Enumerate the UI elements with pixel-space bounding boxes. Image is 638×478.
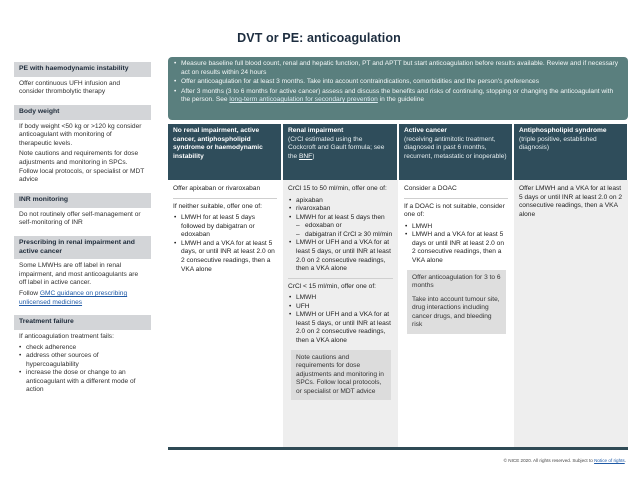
column-renal-impairment bbox=[283, 124, 398, 447]
sidebar-text-treatment-failure: If anticoagulation treatment fails: bbox=[19, 332, 114, 340]
column-sub: If a DOAC is not suitable, consider one of: bbox=[404, 202, 505, 219]
list-item: • LMWH and a VKA for at least 5 days, or until INR at least 2.0 on 2 consecutive readings, then a VKA alone bbox=[173, 240, 277, 274]
list-item: • apixaban bbox=[288, 197, 393, 206]
list-item: • UFH bbox=[288, 303, 393, 312]
general-advice-box bbox=[168, 57, 628, 120]
column-body bbox=[399, 180, 513, 334]
column-no-renal-impairment bbox=[168, 124, 282, 447]
sidebar-heading-body-weight: Body weight bbox=[14, 105, 151, 120]
column-header: Active cancer (receiving antimitotic treatment, diagnosed in past 6 months, recurrent, metastatic or inoperable) bbox=[399, 124, 513, 180]
list-item: • address other sources of hypercoagulability bbox=[19, 352, 146, 369]
advice-duration: • Offer anticoagulation for at least 3 months. Take into account contraindications, comorbidities and the person's preferences bbox=[174, 78, 620, 87]
sidebar-heading-treatment-failure: Treatment failure bbox=[14, 315, 151, 330]
list-item: • LMWH and a VKA for at least 5 days or until INR at least 2.0 on 2 consecutive readings, then a VKA alone bbox=[404, 231, 508, 265]
column-body bbox=[283, 180, 398, 400]
list-item: • check adherence bbox=[19, 344, 146, 353]
sidebar-heading-haemodynamic: PE with haemodynamic instability bbox=[14, 62, 151, 77]
list-item: • rivaroxaban bbox=[288, 205, 393, 214]
notice-of-rights-link[interactable]: Notice of rights bbox=[594, 458, 625, 463]
column-lead: CrCl 15 to 50 ml/min, offer one of: bbox=[288, 185, 387, 192]
list-item: – edoxaban or bbox=[288, 222, 393, 231]
column-sub: If neither suitable, offer one of: bbox=[173, 202, 262, 210]
list-item: • LMWH for at least 5 days then bbox=[288, 214, 393, 223]
list-item: • LMWH for at least 5 days followed by dabigatran or edoxaban bbox=[173, 214, 277, 240]
column-body bbox=[168, 180, 282, 274]
column-lead: Offer apixaban or rivaroxaban bbox=[173, 185, 261, 192]
sidebar-text-haemodynamic: Offer continuous UFH infusion and consider thrombolytic therapy bbox=[19, 79, 121, 96]
list-item: • LMWH bbox=[288, 294, 393, 303]
sidebar-text-prescribing: Some LMWHs are off label in renal impairment, and most anticoagulants are off label in active cancer. Follow GMC guidance on prescribing unlicensed medicines bbox=[19, 262, 139, 306]
page-title: DVT or PE: anticoagulation bbox=[237, 31, 401, 45]
note-box: Note cautions and requirements for dose adjustments and monitoring in SPCs. Follow local protocols, or specialist or MDT advice bbox=[291, 350, 391, 401]
long-term-anticoagulation-link[interactable]: long-term anticoagulation for secondary prevention bbox=[229, 96, 378, 104]
divider bbox=[404, 198, 508, 199]
gmc-guidance-link[interactable]: GMC guidance on prescribing unlicensed medicines bbox=[19, 290, 128, 306]
divider bbox=[288, 278, 393, 279]
advice-review: • After 3 months (3 to 6 months for active cancer) assess and discuss the benefits and risks of continuing, stopping or changing the anticoagulant with the person. See long-term anticoagulation for secondary prevention in the guideline bbox=[174, 88, 620, 105]
list-item: • LMWH or UFH and a VKA for at least 5 days, or until INR at least 2.0 on 2 consecutive readings, then a VKA alone bbox=[288, 311, 393, 345]
column-lead: Consider a DOAC bbox=[404, 185, 457, 192]
column-antiphospholipid bbox=[514, 124, 628, 447]
bnf-link[interactable]: BNF bbox=[299, 152, 313, 160]
column-body bbox=[514, 180, 628, 219]
sidebar-heading-prescribing: Prescribing in renal impairment and active cancer bbox=[14, 236, 151, 260]
list-item: • increase the dose or change to an anticoagulant with a different mode of action bbox=[19, 369, 146, 395]
note-box: Offer anticoagulation for 3 to 6 months Take into account tumour site, drug interactions including cancer drugs, and bleeding risk bbox=[407, 270, 506, 334]
footer: © NICE 2020. All rights reserved. Subject to Notice of rights. bbox=[503, 458, 626, 463]
sidebar-text-inr: Do not routinely offer self-management or self-monitoring of INR bbox=[19, 210, 141, 227]
list-item: • LMWH bbox=[404, 223, 508, 232]
treatment-failure-list bbox=[14, 344, 151, 395]
sidebar-heading-inr: INR monitoring bbox=[14, 193, 151, 208]
list-item: • LMWH or UFH and a VKA for at least 5 days, or until INR at least 2.0 on 2 consecutive readings, then a VKA alone bbox=[288, 239, 393, 273]
column-header: No renal impairment, active cancer, antiphospholipid syndrome or haemodynamic instability bbox=[168, 124, 282, 180]
column-header: Renal impairment (CrCl estimated using the Cockcroft and Gault formula; see the BNF) bbox=[283, 124, 398, 180]
sidebar-text-body-weight: If body weight <50 kg or >120 kg consider anticoagulant with monitoring of therapeutic levels. Note cautions and requirements for dose adjustments and monitoring in SPCs. Follow local protocols, or specialist or MDT advice bbox=[19, 122, 145, 184]
column-lead: Offer LMWH and a VKA for at least 5 days or until INR at least 2.0 on 2 consecutive readings, then a VKA alone bbox=[519, 185, 622, 218]
advice-baseline: • Measure baseline full blood count, renal and hepatic function, PT and APTT but start anticoagulation before results available. Review and if necessary act on results within 24 hours bbox=[174, 60, 620, 77]
column-active-cancer bbox=[399, 124, 513, 447]
list-item: – dabigatran if CrCl ≥ 30 ml/min bbox=[288, 231, 393, 240]
divider bbox=[173, 198, 277, 199]
sidebar bbox=[14, 62, 151, 395]
treatment-table bbox=[168, 124, 628, 450]
column-lead: CrCl < 15 ml/min, offer one of: bbox=[288, 282, 377, 290]
column-header: Antiphospholipid syndrome (triple positive, established diagnosis) bbox=[514, 124, 628, 180]
